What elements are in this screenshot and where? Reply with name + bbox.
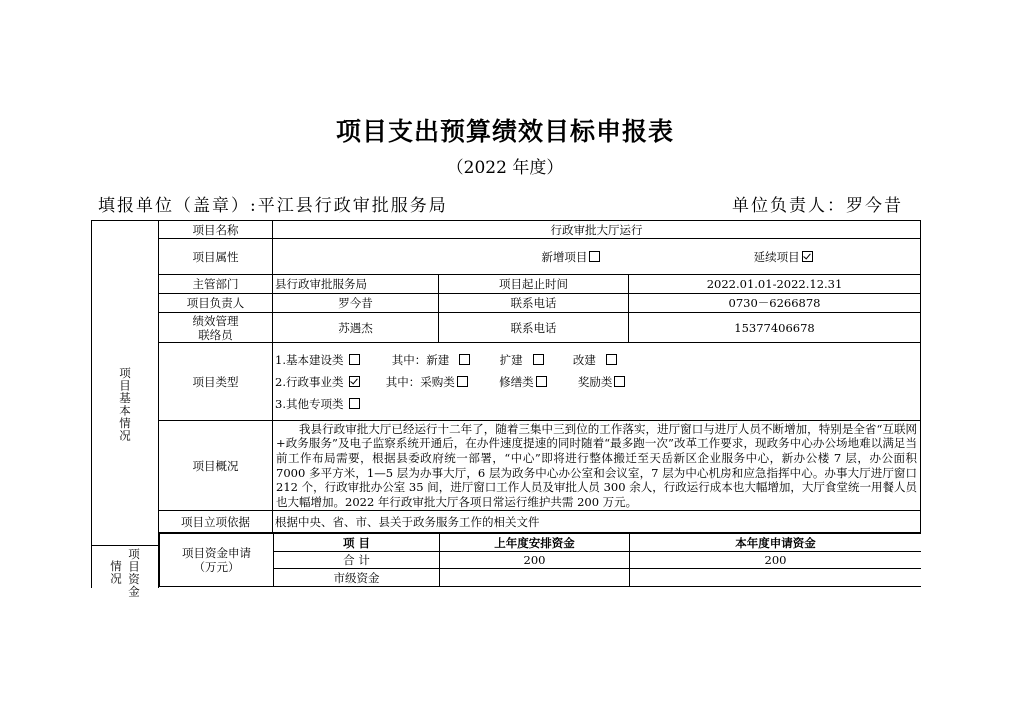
label-project-type: 项目类型 bbox=[159, 343, 273, 421]
page-subtitle: （2022 年度） bbox=[446, 158, 564, 178]
checkbox-admin-business[interactable]: 2.行政事业类 bbox=[275, 371, 360, 393]
funds-row-city: 市级资金 bbox=[160, 569, 921, 587]
checkbox-reward[interactable]: 奖励类 bbox=[578, 371, 626, 393]
budget-table bbox=[91, 220, 921, 588]
label-basis: 项目立项依据 bbox=[159, 511, 273, 533]
value-phone2: 15377406678 bbox=[629, 313, 921, 343]
label-period: 项目起止时间 bbox=[439, 275, 629, 294]
page-title: 项目支出预算绩效目标申报表 bbox=[335, 117, 674, 146]
funds-row-total: 合 计 200 200 bbox=[160, 552, 921, 569]
label-contact: 绩效管理联络员 bbox=[159, 313, 273, 343]
funds-header-this-year: 本年度申请资金 bbox=[630, 534, 921, 552]
funds-header-last-year: 上年度安排资金 bbox=[440, 534, 630, 552]
type-line-1 bbox=[275, 349, 918, 371]
type-line-2 bbox=[275, 371, 918, 393]
row-dept bbox=[92, 275, 921, 294]
section-funds: 情况 项目资金 bbox=[92, 545, 158, 599]
label-phone2: 联系电话 bbox=[439, 313, 629, 343]
section-basic: 项目基本情况 bbox=[92, 221, 159, 588]
label-phone: 联系电话 bbox=[439, 294, 629, 313]
value-project-name: 行政审批大厅运行 bbox=[273, 221, 921, 239]
label-project-attr: 项目属性 bbox=[159, 239, 273, 275]
value-basis: 根据中央、省、市、县关于政务服务工作的相关文件 bbox=[273, 511, 921, 533]
value-overview: 我县行政审批大厅已经运行十二年了，随着三集中三到位的工作落实，进厅窗口与进厅人员不断增加，特别是全省“互联网+政务服务”及电子监察系统开通后，在办件速度提速的同时随着“最多跑一次”改革工作要求，现政务中心办公场地难以满足当前工作布局需要，根据县委政府统一部署，“中心”即将进行整体搬迁至天岳新区企业服务中心，新办公楼 7 层，办公面积 7000 多平方米，1—5 层为办事大厅，6 层为政务中心办公室和会议室，7 层为中心机房和应急指挥中心。办事大厅进厅窗口 212 个，行政审批办公室 35 间，进厅窗口工作人员及审批人员 300 余人，行政运行成本也大幅增加，大厅食堂统一用餐人员也大幅增加。2022 年行政审批大厅各项日常运行维护共需 200 万元。 bbox=[273, 421, 921, 511]
row-owner bbox=[92, 294, 921, 313]
checkbox-purchase[interactable]: 其中：采购类 bbox=[386, 371, 468, 393]
row-basis bbox=[92, 511, 921, 533]
checkbox-new-build[interactable]: 其中：新建 bbox=[392, 349, 471, 371]
type-line-3 bbox=[275, 393, 918, 415]
row-project-name bbox=[92, 221, 921, 239]
row-project-attr bbox=[92, 239, 921, 275]
row-overview bbox=[92, 421, 921, 511]
row-funds-wrapper bbox=[92, 533, 921, 588]
row-contact bbox=[92, 313, 921, 343]
value-period: 2022.01.01-2022.12.31 bbox=[629, 275, 921, 294]
checkbox-rebuild[interactable]: 改建 bbox=[573, 349, 617, 371]
checkbox-new-project[interactable]: 新增项目 bbox=[541, 250, 600, 264]
label-overview: 项目概况 bbox=[159, 421, 273, 511]
value-phone: 0730－6266878 bbox=[629, 294, 921, 313]
value-contact: 苏遇杰 bbox=[273, 313, 439, 343]
unit-head: 单位负责人：罗今昔 bbox=[732, 196, 903, 216]
label-owner: 项目负责人 bbox=[159, 294, 273, 313]
value-project-attr bbox=[273, 239, 921, 275]
reporting-unit: 填报单位（盖章）:平江县行政审批服务局 bbox=[98, 196, 448, 216]
label-funds: 项目资金申请（万元） bbox=[160, 534, 274, 587]
checkbox-expand[interactable]: 扩建 bbox=[500, 349, 544, 371]
value-project-type bbox=[273, 343, 921, 421]
checkbox-continue-project[interactable]: 延续项目 bbox=[754, 250, 813, 264]
funds-header-item: 项 目 bbox=[274, 534, 440, 552]
checkbox-basic-construction[interactable]: 1.基本建设类 bbox=[275, 349, 360, 371]
label-dept: 主管部门 bbox=[159, 275, 273, 294]
value-owner: 罗今昔 bbox=[273, 294, 439, 313]
value-dept: 县行政审批服务局 bbox=[273, 275, 439, 294]
row-project-type bbox=[92, 343, 921, 421]
funds-table bbox=[159, 533, 921, 587]
checkbox-repair[interactable]: 修缮类 bbox=[499, 371, 547, 393]
label-project-name: 项目名称 bbox=[159, 221, 273, 239]
funds-container bbox=[159, 533, 921, 588]
checkbox-other-special[interactable]: 3.其他专项类 bbox=[275, 393, 360, 415]
